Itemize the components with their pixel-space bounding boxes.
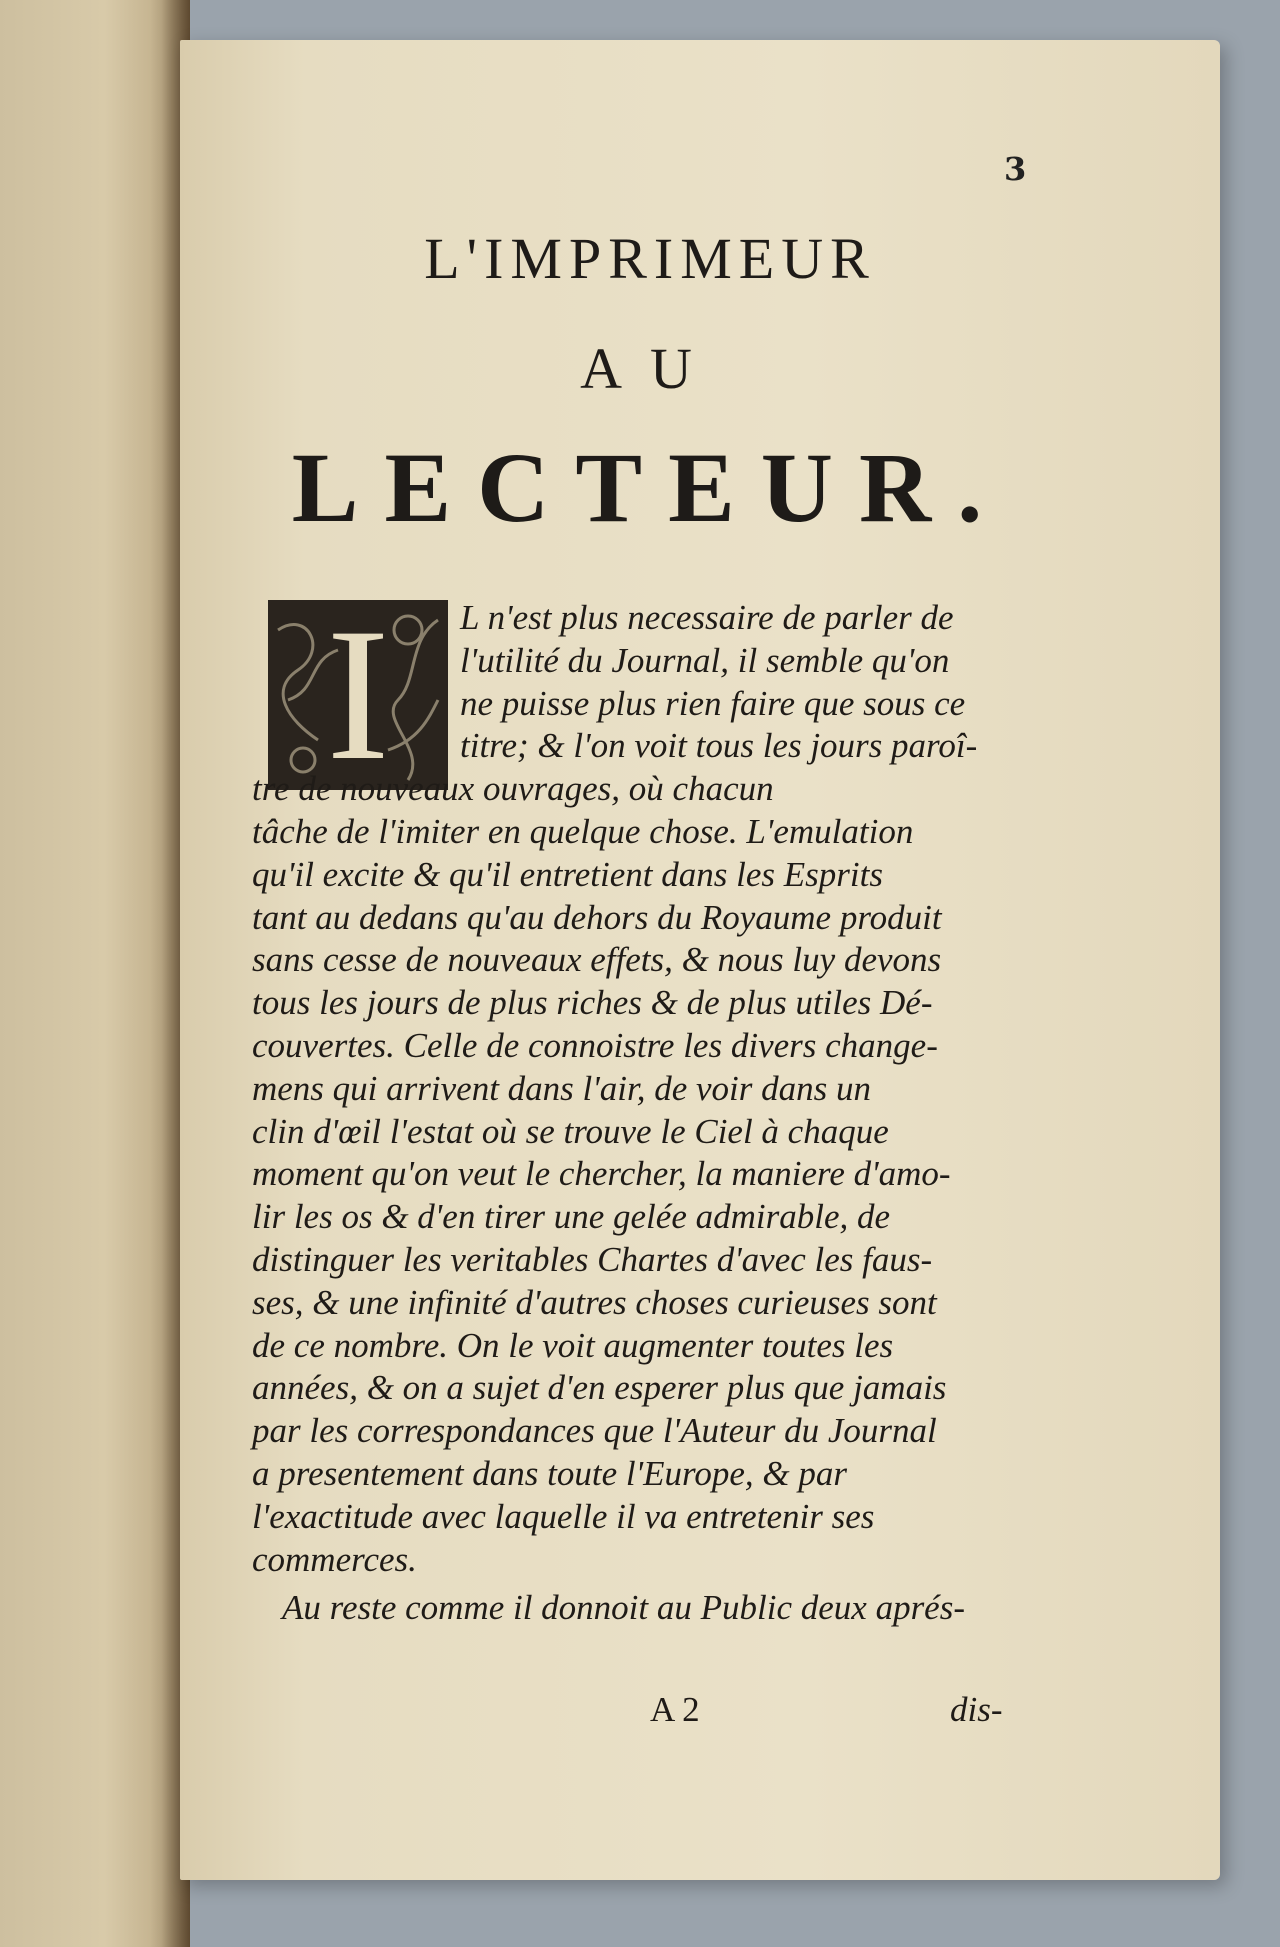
text-line: sans cesse de nouveaux effets, & nous luy devons [252, 940, 942, 980]
text-line: l'exactitude avec laquelle il va entretenir ses [252, 1496, 875, 1536]
text-line: commerces. [252, 1539, 417, 1579]
text-line: a presentement dans toute l'Europe, & par [252, 1454, 847, 1493]
ornamental-initial [268, 600, 448, 790]
text-line: Au reste comme il donnoit au Public deux aprés- [282, 1588, 965, 1628]
text-line: mens qui arrivent dans l'air, de voir dans un [252, 1068, 871, 1108]
signature-mark: A 2 [650, 1690, 700, 1729]
text-line: tous les jours de plus riches & de plus utiles Dé- [252, 983, 933, 1023]
text-line: l'utilité du Journal, il semble qu'on [460, 640, 950, 680]
title-line-1: L'IMPRIMEUR [424, 226, 876, 291]
page-number: 3 [1004, 150, 1027, 188]
catchword: dis- [950, 1690, 1003, 1729]
text-line: ses, & une infinité d'autres choses curieuses sont [252, 1282, 937, 1322]
text-line: années, & on a sujet d'en esperer plus que jamais [252, 1368, 947, 1408]
text-line: L n'est plus necessaire de parler de [460, 598, 954, 637]
title-line-2: AU [580, 336, 720, 401]
title-line-3: LECTEUR. [291, 432, 1009, 543]
text-line: titre; & l'on voit tous les jours paroî- [460, 726, 978, 766]
text-line: tâche de l'imiter en quelque chose. L'emulation [252, 812, 914, 851]
text-line: tre de nouveaux ouvrages, où chacun [252, 769, 774, 809]
text-line: par les correspondances que l'Auteur du Journal [252, 1411, 937, 1451]
text-line: qu'il excite & qu'il entretient dans les Esprits [252, 854, 883, 894]
text-line: ne puisse plus rien faire que sous ce [460, 683, 966, 723]
text-line: lir les os & d'en tirer une gelée admirable, de [252, 1197, 891, 1237]
text-line: tant au dedans qu'au dehors du Royaume produit [252, 897, 942, 937]
text-line: couvertes. Celle de connoistre les divers change- [252, 1026, 938, 1065]
text-line: moment qu'on veut le chercher, la maniere d'amo- [252, 1154, 951, 1194]
text-line: distinguer les veritables Chartes d'avec les faus- [252, 1240, 933, 1279]
drop-cap-letter: I [326, 600, 390, 790]
text-line: clin d'œil l'estat où se trouve le Ciel à chaque [252, 1111, 889, 1151]
text-line: de ce nombre. On le voit augmenter toutes les [252, 1325, 894, 1365]
